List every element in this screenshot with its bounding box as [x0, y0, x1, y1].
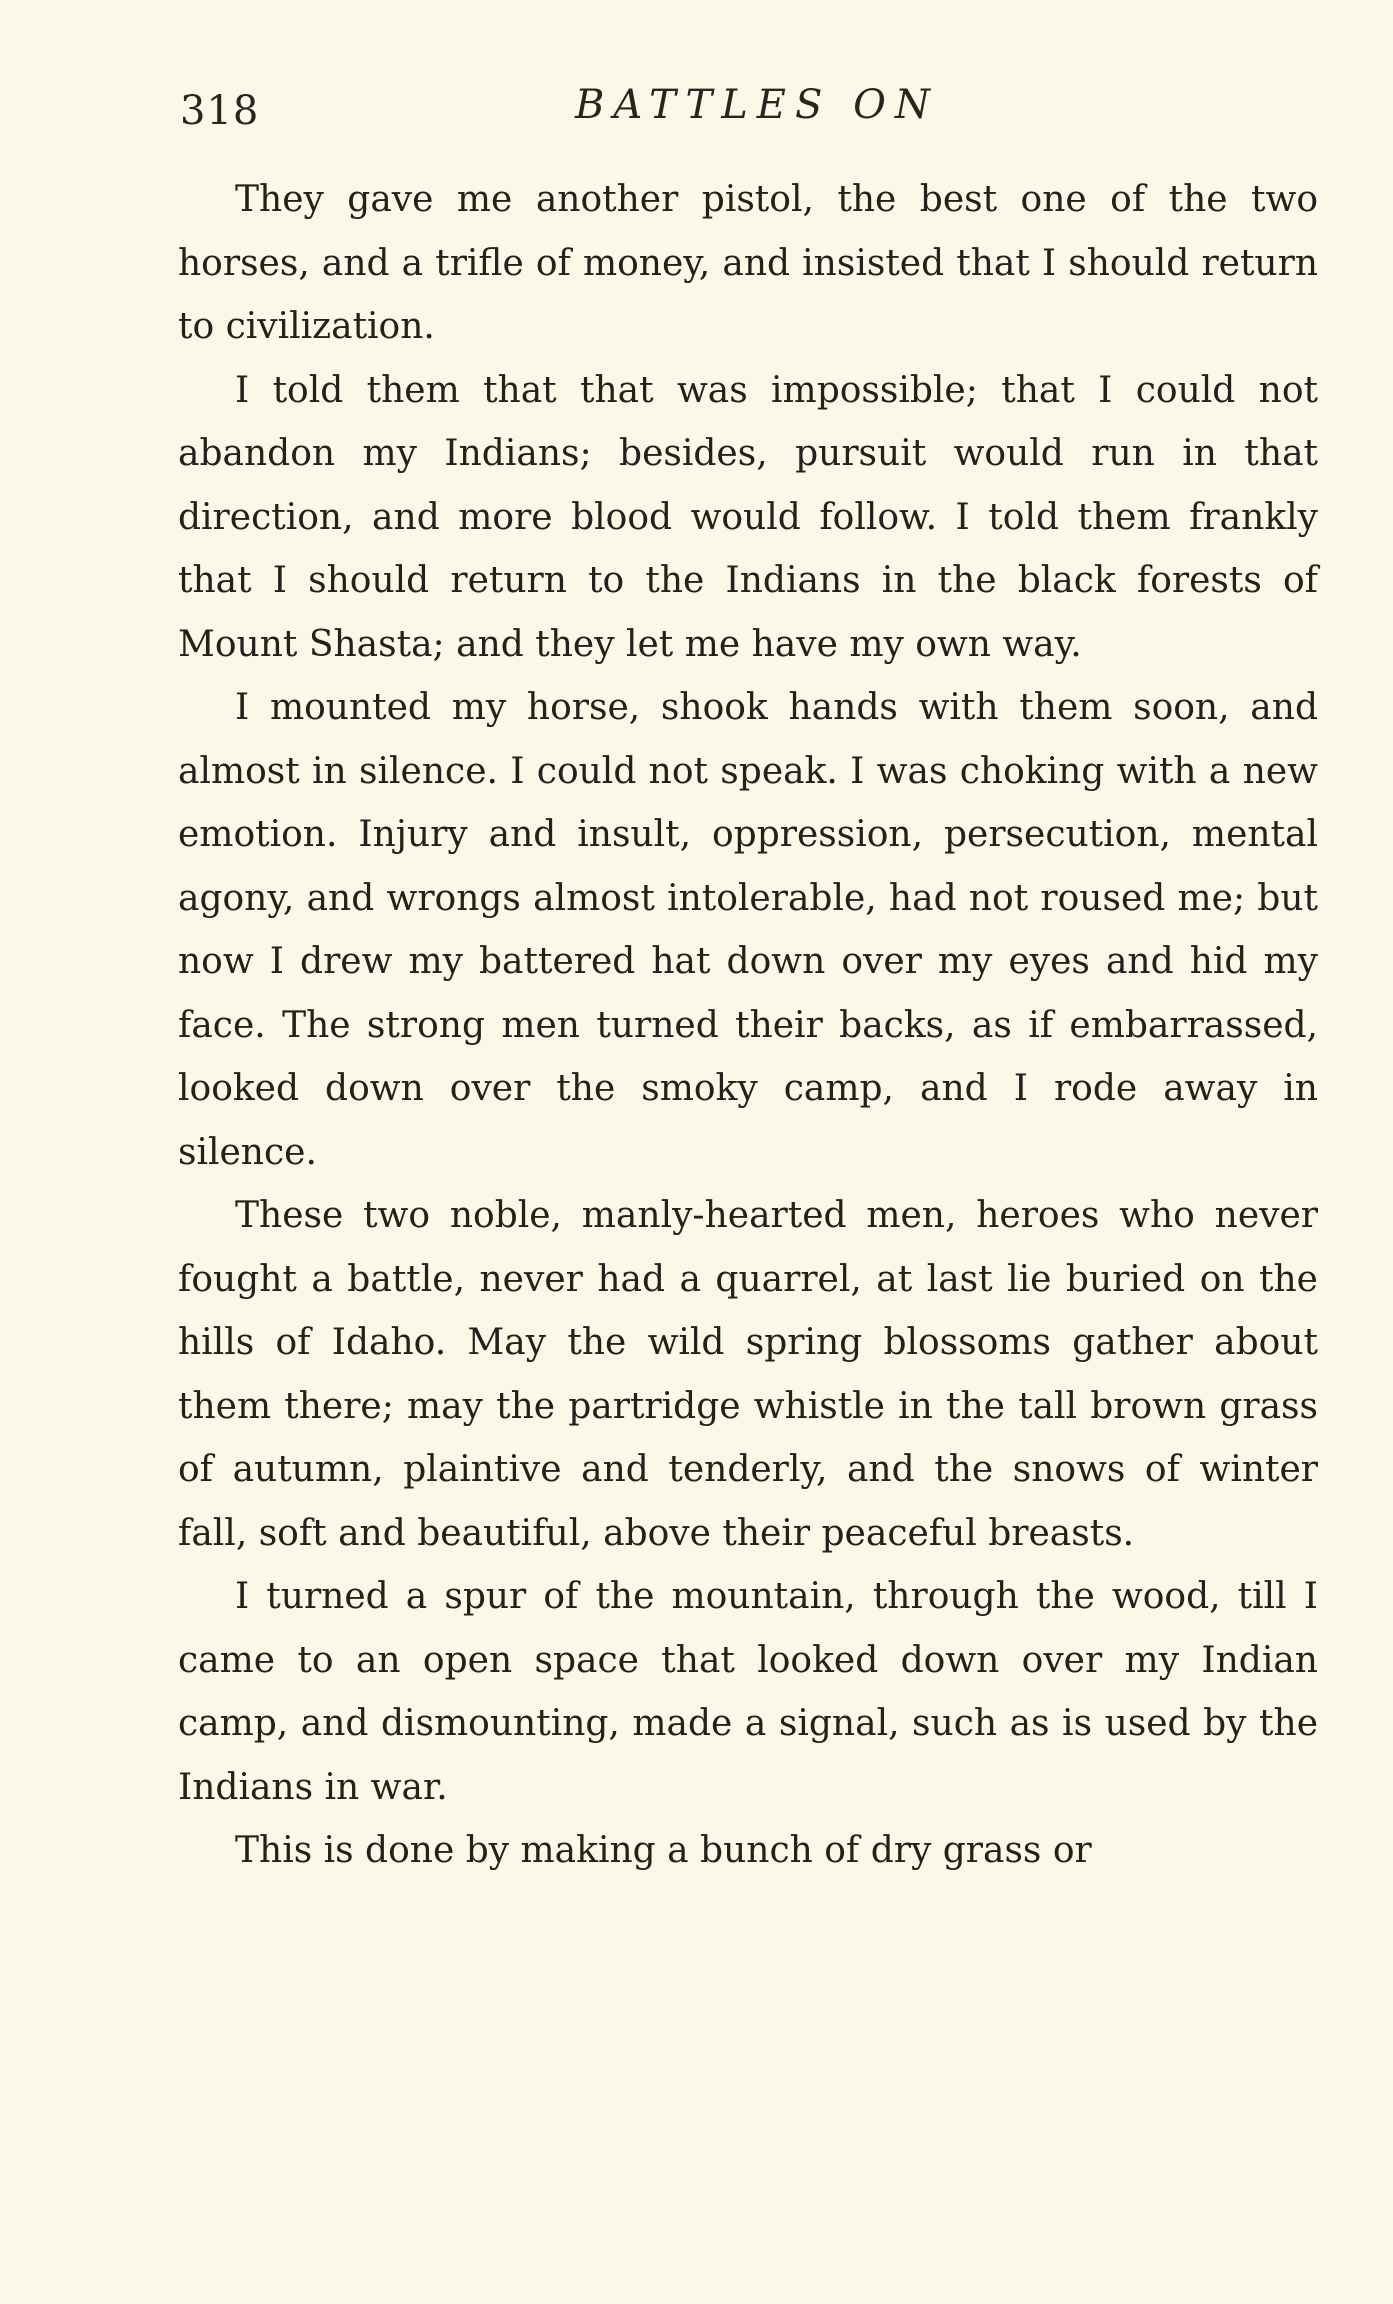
- paragraph: They gave me another pistol, the best one of the two horses, and a trifle of money, and insisted that I should return to civilization.: [178, 179, 1318, 347]
- running-title: BATTLES ON: [575, 82, 939, 128]
- paragraph: I mounted my horse, shook hands with them soon, and almost in silence. I could not speak. I was choking with a new emotion. Injury and insult, oppression, persecution, mental agony, and wrongs almost intolerable, had not roused me; but now I drew my battered hat down over my eyes and hid my face. The strong men turned their backs, as if embarrassed, looked down over the smoky camp, and I rode away in silence.: [178, 687, 1318, 1173]
- page-number: 318: [180, 88, 260, 134]
- paragraph: I told them that that was impossible; that I could not abandon my Indians; besides, pursuit would run in that direction, and more blood would follow. I told them frankly that I should return to the Indians in the black forests of Mount Shasta; and they let me have my own way.: [178, 369, 1318, 665]
- paragraph: I turned a spur of the mountain, through the wood, till I came to an open space that looked down over my Indian camp, and dismounting, made a signal, such as is used by the Indians in war.: [178, 1576, 1318, 1808]
- paragraph: This is done by making a bunch of dry grass or: [235, 1830, 1092, 1871]
- running-head: [180, 82, 1300, 142]
- body-text: [178, 168, 1318, 1883]
- paragraph: These two noble, manly-hearted men, heroes who never fought a battle, never had a quarrel, at last lie buried on the hills of Idaho. May the wild spring blossoms gather about them there; may the partridge whistle in the tall brown grass of autumn, plaintive and tenderly, and the snows of winter fall, soft and beautiful, above their peaceful breasts.: [178, 1195, 1318, 1554]
